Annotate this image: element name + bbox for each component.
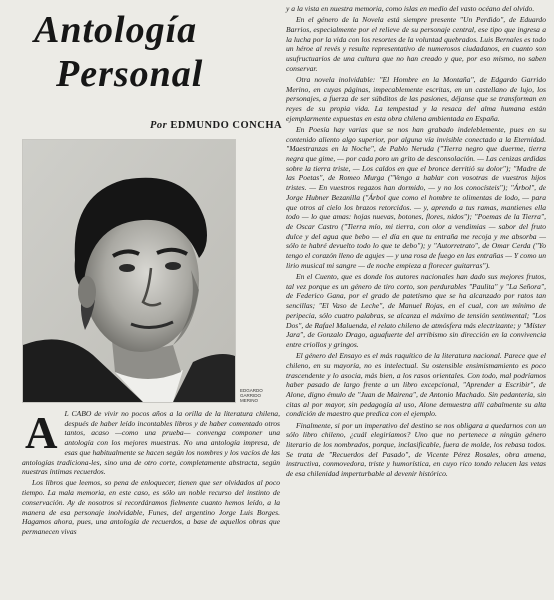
paragraph: Finalmente, si por un imperativo del destino se nos obligara a quedarnos con un sólo libro chileno, ¿cuál elegiríamos? Uno que no pertenece a ningún género literario de los nombrados, porque, inclasificable, fuera de molde, los rebasa todos. Se trata de "Recuerdos del Pasado", de Vicente Pérez Rosales, obra amena, instructiva, conmovedora, triste y humorística, en cuyo rico tondo relucen las vetas de esa chilenidad imperturbable al devenir histórico. <box>286 420 546 479</box>
byline <box>150 120 282 131</box>
paragraph: En el género de la Novela está siempre presente "Un Perdido", de Eduardo Barrios, especialmente por el relieve de su personaje central, ese tipo que ingresa a la lucha por la vida con los resortes de la voluntad quebrados. Luis Bernales es todo un héroe al revés y resulte representativo de numerosos ciudadanos, en cuanto son usufructuarios de una cultura que no han creado y que, por eso mismo, no saben conservar. <box>286 15 546 73</box>
portrait-illustration <box>23 140 235 402</box>
article-column-right <box>286 4 546 480</box>
title-line-1: Antología <box>34 9 198 51</box>
drop-cap: A <box>25 408 58 458</box>
photo-caption: EDGARDO GARRIDO MERINO <box>240 388 263 403</box>
paragraph: Otra novela inolvidable: "El Hombre en la Montaña", de Edgardo Garrido Merino, en cuyas páginas, impecablemente escritas, en un castellano de lujo, los personajes, a fuerza de ser súbditos de las pasiones, déjanse que se transforman en reyes de su propia vida. La tempestad y la resaca del alma humana están ejemplarmente expuestas en esta obra chilena ambientada en España. <box>286 74 546 123</box>
opening-paragraph <box>22 409 280 477</box>
author-portrait-photo <box>22 139 236 403</box>
paragraph: En Poesía hay varias que se nos han grabado indeleblemente, pues en su contenido aliento algo superior, por alguna vía invisible conectado a la Eternidad. "Maestranzas en la Noche", de Pablo Neruda ("Tierra negro que duerme, tierra negra que gime, — por cada poro un grito de desconsolación. — Las cenizas ardidas sobre la tierra triste, — Los caldos en que el bronce derritió su dolor"); "Madre de las Poetas", de Romeo Murga ("Vengo a hablar con vosotras de vuestros hijos tristes. — En vuestros regazos han dormido, — y no los conocísteis"); "Árbol", de Jorge Hubner Bezanilla ("Árbol que como el hombre te olimentas de lodo, — para que otros al cielo los brazos retorcidos. — y, aprendo a tus ramas, mantienes ella todo — lo que amas: hojas nuevas, botones, flores, nidos"); "Poemas de la Tierra", de Oscar Castro ("Tierra mío, mi tierra, con olor a vendimias — sabor del fruto dulce y del agua que bebo — el día en que tu entraña me recoja y me absorba — sólo te habré devuelto todo lo que te debo"); y "Autorretrato", de Omar Cerda ("Yo tengo el corazón lleno de agujes — y una rosa de fuego en las entrañas — Y como un lirio musical mi sangre — de noche empieza a florecer guitarras"). <box>286 124 546 270</box>
paragraph: En el Cuento, que es donde los autores nacionales han dado sus mejores frutos, tal vez porque es un género de tiro corto, son perdurables "Paulita" y "La Señora", de Federico Gana, por el grado de patetismo que se ha alcanzado por ratos tan sencillas; "El Vaso de Leche", de Manuel Rojas, en el cual, con un mínimo de peripecia, sólo cuatro palabras, se alcanza el máximo de tensión sentimental; "Los Dos", de Rafael Maluenda, el relato chileno de atmósfera más electrizante; y "Míster Jara", de Gonzalo Drago, aguafuerte del arribismo sin dirección en la convivencia entre criollos y gringos. <box>286 271 546 349</box>
article-title <box>34 8 284 96</box>
paragraph: y a la vista en nuestra memoria, como islas en medio del vasto océano del olvido. <box>286 4 535 13</box>
opening-text: L CABO de vivir no pocos años a la orilla de la literatura chilena, después de haber leído incontables libros y de haber comentado otros tantos, acaso —como una prueba— convenga componer una antología con los mejores muestras. No una antología impresa, de esas que habitualmente se hacen según los nombres y los vacíos de las antologías tradiciona-les, sino una de otro corte, completamente abstracta, según nuestras íntimas recuerdos. <box>22 409 280 477</box>
byline-prefix: Por <box>150 120 168 131</box>
article-column-left <box>22 409 280 538</box>
title-line-2: Personal <box>56 53 204 95</box>
byline-author: EDMUNDO CONCHA <box>170 120 283 131</box>
paragraph: El género del Ensayo es el más raquítico de la literatura nacional. Parece que el chileno, en su mayoría, no es intelectual. Su ostensible ensimismamiento es poco trascendente y lo asocia, más bien, a los rasos orientales. Con todo, mal podríamos haber pasado de largo frente a un libro excepcional, "Aprender a Escribir", de Alone, digno émulo de "Juan de Mairena", de Antonio Machado. Sin pedantería, sin citas al por mayor, sin pedagogía al uso, Alone demuestra allí cabalmente su alta condición de maestro que predica con el ejemplo. <box>286 351 546 419</box>
paragraph: Los libros que leemos, so pena de enloquecer, tienen que ser olvidados al poco tiempo. La mala memoria, en este caso, es sólo un noble recurso del instinto de conservación. Ay de nosotros si recordáramos fielmente cuanto hemos leído, a la manera de esa personaje inolvidable, Funes, del argentino Jorge Luis Borges. Hagamos ahora, pues, una antología de recuerdos, a base de aquellos obras que permanecen vivas <box>22 478 280 536</box>
